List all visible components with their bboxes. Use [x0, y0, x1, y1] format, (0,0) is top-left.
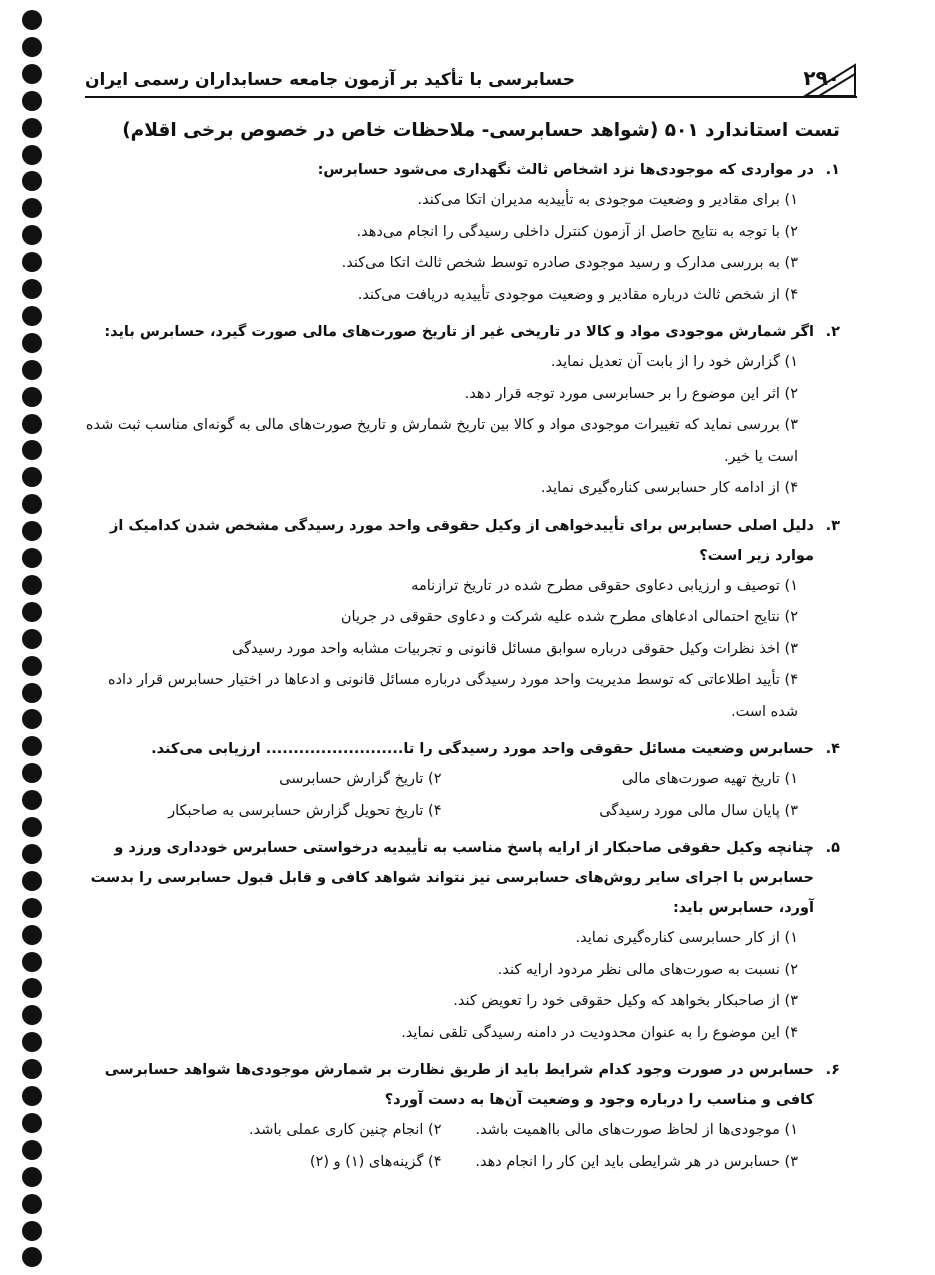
binding-hole — [22, 37, 42, 57]
page-number: ۲۹۰ — [803, 66, 840, 90]
question-text: حسابرس وضعیت مسائل حقوقی واحد مورد رسیدگی را تا......................... ارزیابی می‌کند. — [151, 741, 814, 757]
option-1: ۱) تاریخ تهیه صورت‌های مالی — [621, 771, 798, 787]
option-1: ۱) موجودی‌ها از لحاظ صورت‌های مالی بااهمیت باشد. — [475, 1122, 798, 1138]
binding-hole — [22, 1059, 42, 1079]
binding-hole — [22, 1140, 42, 1160]
binding-hole — [22, 145, 42, 165]
binding-hole — [22, 225, 42, 245]
question-stem — [85, 734, 840, 764]
binding-hole — [22, 952, 42, 972]
question-stem — [85, 317, 840, 347]
binding-hole — [22, 763, 42, 783]
binding-hole — [22, 333, 42, 353]
question-text: حسابرس در صورت وجود کدام شرایط باید از طریق نظارت بر شمارش موجودی‌ها شواهد حسابرسی کافی و مناسب را درباره وجود و وضعیت آن‌ها به دست آورد؟ — [104, 1062, 814, 1108]
binding-hole — [22, 844, 42, 864]
binding-hole — [22, 736, 42, 756]
binding-hole — [22, 575, 42, 595]
binding-hole — [22, 548, 42, 568]
question-text: دلیل اصلی حسابرس برای تأییدخواهی از وکیل حقوقی واحد مورد رسیدگی مشخص شدن کدامیک از موارد زیر است؟ — [110, 517, 814, 564]
option-3: ۳) حسابرس در هر شرایطی باید این کار را انجام دهد. — [475, 1153, 798, 1170]
binding-hole — [22, 1005, 42, 1025]
binding-hole — [22, 1032, 42, 1052]
question-stem — [85, 833, 840, 923]
binding-hole — [22, 414, 42, 434]
option-2: ۲) اثر این موضوع را بر حسابرسی مورد توجه قرار دهد. — [464, 385, 798, 402]
option-3: ۳) بررسی نماید که تغییرات موجودی مواد و کالا بین تاریخ شمارش و تاریخ صورت‌های مالی به گونه‌ای مناسب ثبت شده است یا خیر. — [85, 417, 798, 465]
option-4: ۴) این موضوع را به عنوان محدودیت در دامنه رسیدگی تلقی نماید. — [401, 1024, 798, 1041]
option-2: ۲) انجام چنین کاری عملی باشد. — [249, 1122, 442, 1138]
question-number: ۶. — [825, 1062, 840, 1078]
binding-hole — [22, 602, 42, 622]
question-number: ۵. — [825, 840, 840, 856]
binding-hole — [22, 871, 42, 891]
binding-hole — [22, 1194, 42, 1214]
question-2 — [85, 317, 840, 505]
option-3: ۳) از صاحبکار بخواهد که وکیل حقوقی خود را تعویض کند. — [453, 993, 798, 1009]
question-3 — [85, 511, 840, 729]
binding-hole — [22, 709, 42, 729]
options-grid — [85, 764, 840, 827]
binding-hole — [22, 1086, 42, 1106]
page-content — [85, 120, 840, 1184]
option-2: ۲) با توجه به نتایج حاصل از آزمون کنترل داخلی رسیدگی را انجام می‌دهد. — [356, 223, 798, 240]
option-4: ۴) از شخص ثالث درباره مقادیر و وضعیت موجودی تأییدیه دریافت می‌کند. — [357, 286, 798, 303]
book-title: حسابرسی با تأکید بر آزمون جامعه حسابداران رسمی ایران — [85, 70, 575, 90]
question-6 — [85, 1055, 840, 1178]
binding-hole — [22, 978, 42, 998]
options-grid — [85, 1115, 840, 1178]
option-1: ۱) برای مقادیر و وضعیت موجودی به تأییدیه مدیران اتکا می‌کند. — [417, 192, 798, 208]
question-4 — [85, 734, 840, 827]
question-stem — [85, 155, 840, 185]
header-rule — [85, 96, 857, 98]
binding-hole — [22, 521, 42, 541]
option-4: ۴) تاریخ تحویل گزارش حسابرسی به صاحبکار — [168, 802, 442, 819]
option-2: ۲) نتایج احتمالی ادعاهای مطرح شده علیه شرکت و دعاوی حقوقی در جریان — [340, 609, 798, 625]
binding-hole — [22, 1221, 42, 1241]
option-3: ۳) اخذ نظرات وکیل حقوقی درباره سوابق مسائل قانونی و تجربیات مشابه واحد مورد رسیدگی — [232, 640, 798, 657]
corner-triangle-icon — [803, 63, 857, 98]
option-3: ۳) پایان سال مالی مورد رسیدگی — [599, 802, 798, 819]
option-4: ۴) از ادامه کار حسابرسی کناره‌گیری نماید. — [540, 480, 798, 496]
binding-hole — [22, 252, 42, 272]
binding-hole — [22, 494, 42, 514]
binding-hole — [22, 360, 42, 380]
question-number: ۴. — [825, 741, 840, 757]
option-1: ۱) گزارش خود را از بابت آن تعدیل نماید. — [550, 354, 798, 370]
binding-hole — [22, 440, 42, 460]
section-title: تست استاندارد ۵۰۱ (شواهد حسابرسی- ملاحظات خاص در خصوص برخی اقلام) — [122, 120, 840, 141]
question-number: ۲. — [825, 324, 840, 340]
question-number: ۱. — [825, 162, 840, 178]
question-5 — [85, 833, 840, 1049]
binding-hole — [22, 629, 42, 649]
binding-hole — [22, 387, 42, 407]
binding-hole — [22, 656, 42, 676]
binding-hole — [22, 790, 42, 810]
question-number: ۳. — [825, 517, 840, 534]
binding-hole — [22, 467, 42, 487]
question-text: در مواردی که موجودی‌ها نزد اشخاص ثالث نگهداری می‌شود حسابرس: — [317, 162, 814, 178]
option-2: ۲) تاریخ گزارش حسابرسی — [279, 771, 442, 787]
option-1: ۱) از کار حسابرسی کناره‌گیری نماید. — [575, 930, 798, 946]
binding-hole — [22, 1113, 42, 1133]
option-4: ۴) گزینه‌های (۱) و (۲) — [309, 1153, 442, 1170]
binding-hole — [22, 306, 42, 326]
option-4: ۴) تأیید اطلاعاتی که توسط مدیریت واحد مورد رسیدگی درباره مسائل قانونی و ادعاها در اختیار حسابرس قرار داده شده است. — [107, 672, 798, 720]
binding-hole — [22, 1247, 42, 1267]
binding-hole — [22, 279, 42, 299]
option-1: ۱) توصیف و ارزیابی دعاوی حقوقی مطرح شده در تاریخ ترازنامه — [411, 577, 798, 594]
question-1 — [85, 155, 840, 311]
binding-hole — [22, 10, 42, 30]
binding-hole — [22, 118, 42, 138]
binding-hole — [22, 171, 42, 191]
binding-hole — [22, 198, 42, 218]
binding-hole — [22, 898, 42, 918]
option-2: ۲) نسبت به صورت‌های مالی نظر مردود ارایه کند. — [497, 961, 798, 978]
question-text: اگر شمارش موجودی مواد و کالا در تاریخی غیر از تاریخ صورت‌های مالی صورت گیرد، حسابرس باید: — [104, 324, 814, 340]
binding-hole — [22, 1167, 42, 1187]
question-stem — [85, 511, 840, 571]
binding-hole — [22, 64, 42, 84]
binding-hole — [22, 683, 42, 703]
binding-hole — [22, 817, 42, 837]
binding-holes — [22, 10, 46, 1275]
binding-hole — [22, 91, 42, 111]
binding-hole — [22, 925, 42, 945]
option-3: ۳) به بررسی مدارک و رسید موجودی صادره توسط شخص ثالث اتکا می‌کند. — [341, 255, 798, 271]
question-stem — [85, 1055, 840, 1115]
question-text: چنانچه وکیل حقوقی صاحبکار از ارایه پاسخ مناسب به تأییدیه درخواستی حسابرس خودداری ورزد و حسابرس با اجرای سایر روش‌های حسابرسی نیز نتواند شواهد کافی و قابل قبول حسابرسی را بدست آورد، حسابرس باید: — [90, 840, 814, 916]
